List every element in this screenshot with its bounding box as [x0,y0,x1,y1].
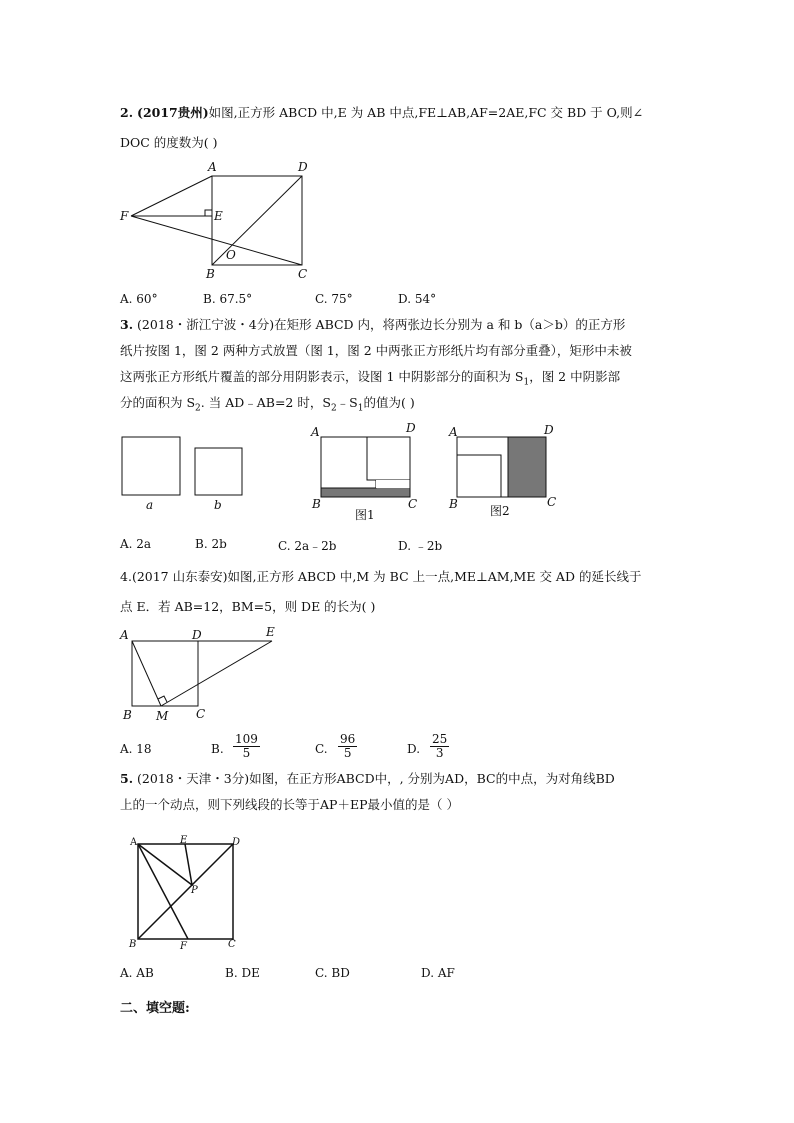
q3-fig2-label-b: B [449,497,458,511]
q3-fig2-label-c: C [547,495,557,509]
q5-option-a: A. AB [120,966,154,980]
q5-label-p: P [191,885,198,896]
q5-line2: 上的一个动点，则下列线段的长等于AP＋EP最小值的是（ ） [120,797,459,812]
q3-line4: 分的面积为 $S_2$. 当 AD﹣AB=2 时，$S_2﹣S_1$的值为( ) [120,395,415,414]
q5-diagonal-bd [138,844,233,939]
q2-label-d: D [298,160,308,174]
q4-option-b-fraction: 109 5 [235,732,258,760]
q3-label-b: b [214,498,222,512]
q4-label-b: B [123,708,132,722]
q3-fig1-caption: 图1 [355,508,375,522]
q4-option-c-fraction: 96 5 [340,732,356,760]
q5-option-c: C. BD [315,966,350,980]
q5-label-a: A [130,837,138,848]
q2-option-d: D. 54° [398,292,437,306]
q2-label-c: C [298,267,308,281]
q4-label-c: C [196,707,206,721]
q3-option-c: C. 2a﹣2b [278,539,337,553]
q5-label-f: F [180,941,187,952]
q4-line2: 点 E．若 AB=12，BM=5，则 DE 的长为( ) [120,599,376,614]
q5-option-b: B. DE [225,966,260,980]
q5-label-c: C [228,939,236,950]
q4-option-d-fraction: 25 3 [432,732,448,760]
q4-option-d-label: D. [407,742,421,756]
q5-line-af [138,844,188,939]
q5-label-b: B [129,939,137,950]
q3-fig1-label-c: C [408,497,418,511]
q2-option-a: A. 60° [120,292,158,306]
q2-label-e: E [214,209,223,223]
q3-option-d: D. ﹣2b [398,539,443,553]
q3-line3: 这两张正方形纸片覆盖的部分用阴影表示，设图 1 中阴影部分的面积为 $S_1$，图 2 中阴影部 [120,369,621,388]
q3-option-a: A. 2a [120,537,152,551]
q3-fig2-label-a: A [449,425,458,439]
q2-line1: 2. (2017贵州)如图,正方形 ABCD 中,E 为 AB 中点,FE⊥AB,AF=2AE,FC 交 BD 于 O,则∠ [120,105,644,120]
q2-label-o: O [226,248,236,262]
q4-label-d: D [192,628,202,642]
q3-line2: 纸片按图 1，图 2 两种方式放置（图 1，图 2 中两张正方形纸片均有部分重叠），矩形中未被 [120,343,632,358]
q4-option-a: A. 18 [120,742,152,756]
q3-fig1-label-b: B [312,497,321,511]
q4-label-e: E [266,625,275,639]
q2-line2: DOC 的度数为( ) [120,135,218,150]
q2-option-c: C. 75° [315,292,353,306]
q3-label-a: a [146,498,154,512]
q5-label-d: D [232,837,241,848]
q4-label-a: A [120,628,129,642]
q4-label-m: M [156,709,169,723]
q4-line1: 4.(2017 山东泰安)如图,正方形 ABCD 中,M 为 BC 上一点,ME⊥AM,ME 交 AD 的延长线于 [120,569,642,584]
q3-line1: 3. (2018・浙江宁波・4分)在矩形 ABCD 内，将两张边长分别为 a 和 b（a＞b）的正方形 [120,317,626,332]
q5-option-d: D. AF [421,966,455,980]
q3-option-b: B. 2b [195,537,227,551]
q2-option-b: B. 67.5° [203,292,253,306]
section-fill-in-blank-heading: 二、填空题: [120,1001,190,1016]
q3-fig2-label-d: D [544,423,554,437]
q4-option-c-label: C. [315,742,328,756]
q5-line-ep [185,844,192,885]
q3-fig1-label-a: A [311,425,320,439]
q2-label-a: A [208,160,217,174]
q3-fig1-label-d: D [406,421,416,435]
q5-label-e: E [180,835,188,846]
q3-fig2-caption: 图2 [490,504,510,518]
q5-line1: 5. (2018・天津・3分)如图，在正方形ABCD中，, 分别为AD，BC的中点，为对角线BD [120,771,615,786]
q5-line-ap [138,844,192,885]
q2-label-f: F [120,209,129,223]
q4-option-b-label: B. [211,742,224,756]
q2-label-b: B [206,267,215,281]
